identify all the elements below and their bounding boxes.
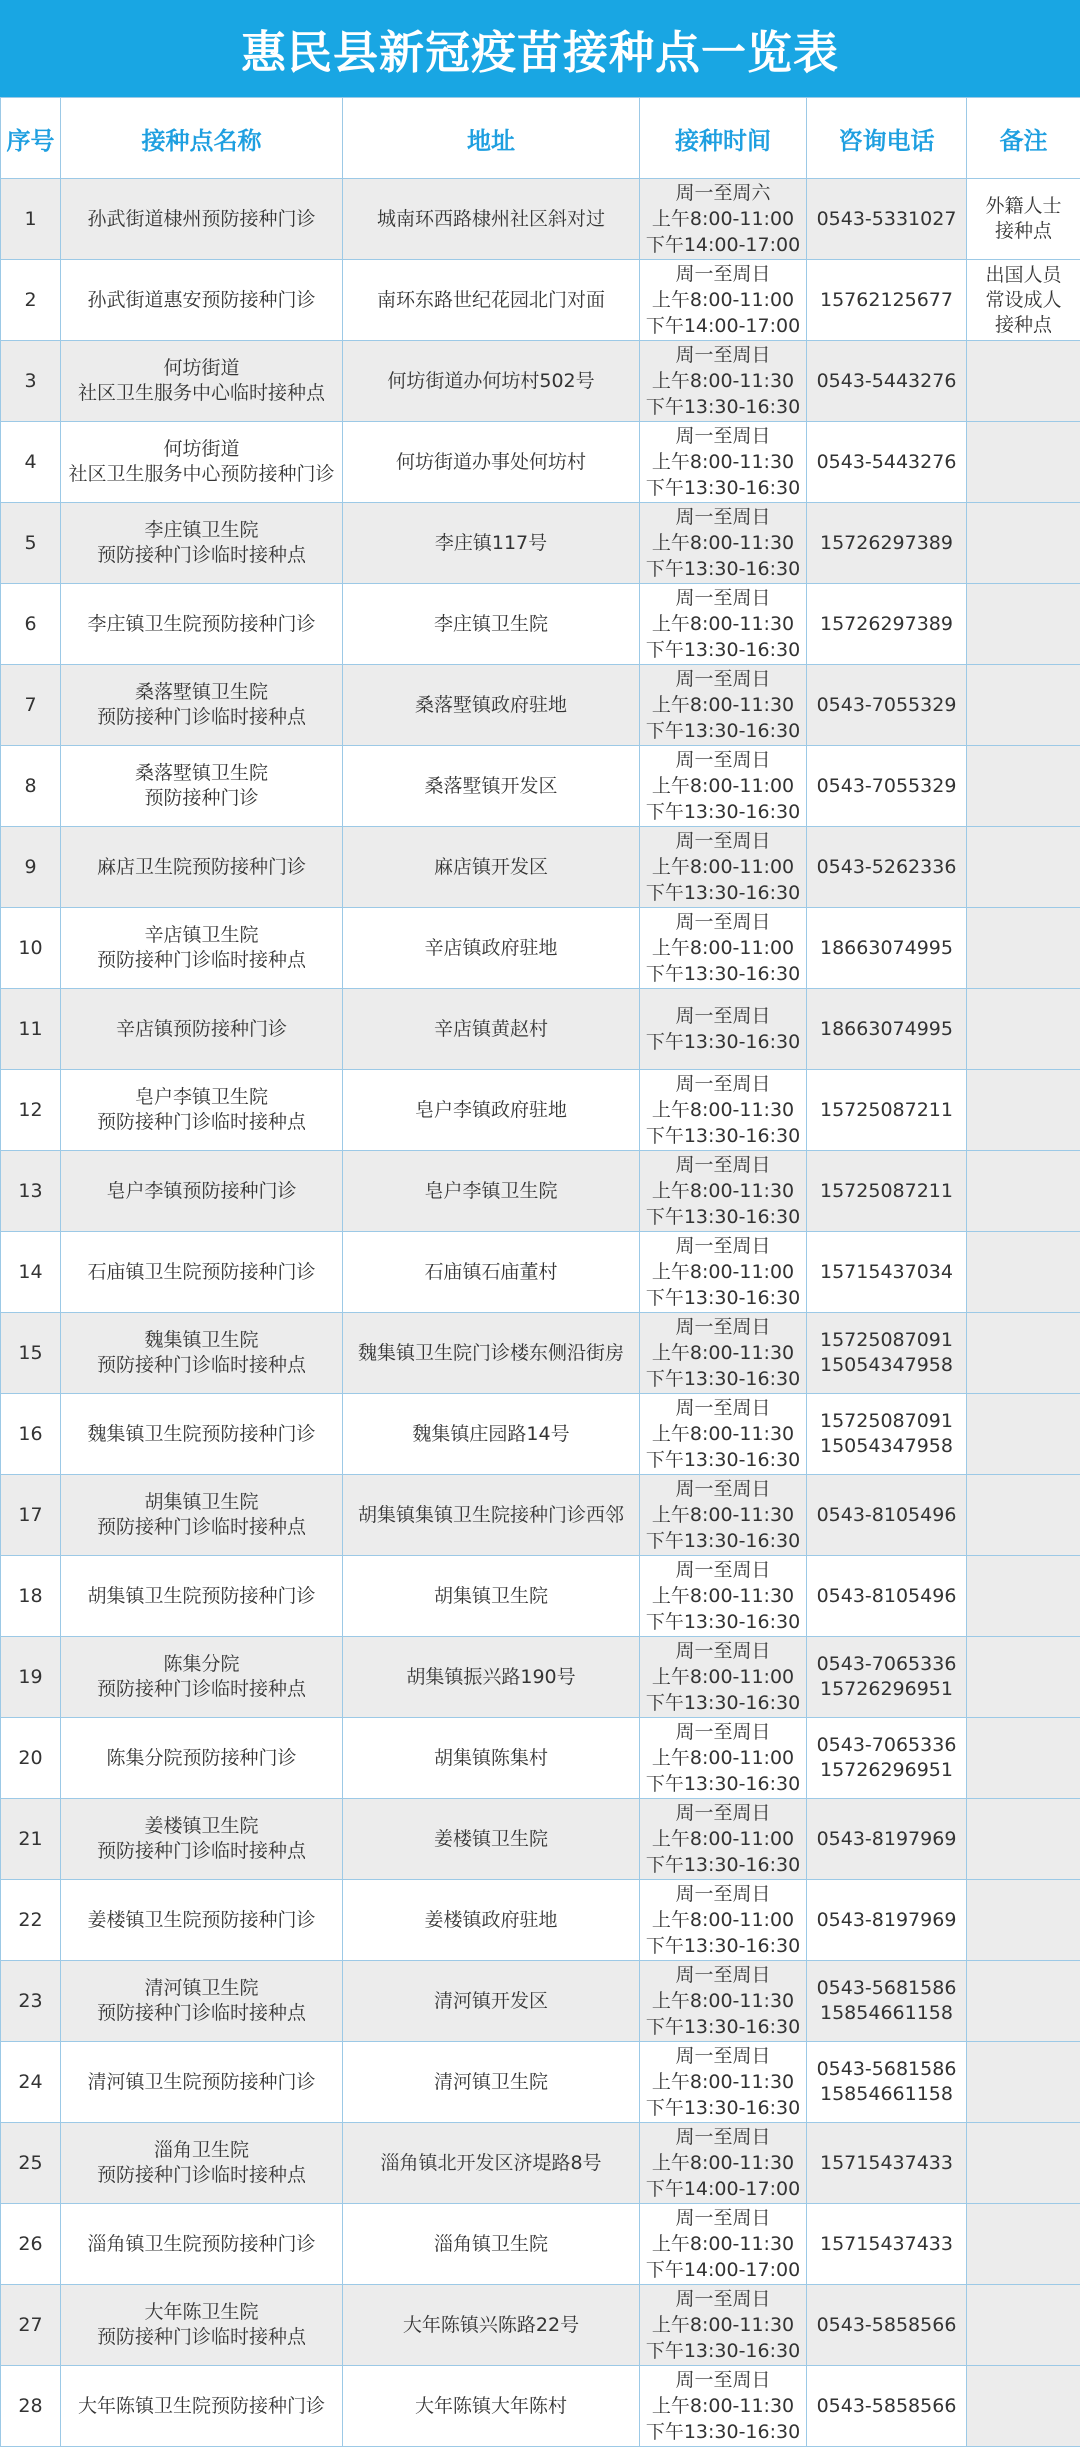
site-name-cell: 石庙镇卫生院预防接种门诊: [61, 1232, 343, 1313]
note-cell: [967, 1556, 1080, 1637]
time-cell: 周一至周日 上午8:00-11:00 下午13:30-16:30: [640, 908, 807, 989]
address-cell: 皂户李镇卫生院: [343, 1151, 640, 1232]
note-cell: [967, 665, 1080, 746]
phone-cell: 0543-7055329: [807, 746, 967, 827]
row-index: 3: [1, 341, 61, 422]
table-row: [1, 989, 1080, 1070]
row-index: 12: [1, 1070, 61, 1151]
time-cell: 周一至周日 上午8:00-11:30 下午13:30-16:30: [640, 584, 807, 665]
time-cell: 周一至周日 上午8:00-11:30 下午13:30-16:30: [640, 1475, 807, 1556]
table-row: [1, 1475, 1080, 1556]
row-index: 27: [1, 2285, 61, 2366]
row-index: 2: [1, 260, 61, 341]
site-name-cell: 大年陈卫生院 预防接种门诊临时接种点: [61, 2285, 343, 2366]
note-cell: [967, 1475, 1080, 1556]
table-row: [1, 746, 1080, 827]
address-cell: 城南环西路棣州社区斜对过: [343, 179, 640, 260]
row-index: 16: [1, 1394, 61, 1475]
time-cell: 周一至周日 上午8:00-11:30 下午13:30-16:30: [640, 503, 807, 584]
header-site-name: 接种点名称: [61, 98, 343, 179]
time-cell: 周一至周日 上午8:00-11:30 下午13:30-16:30: [640, 1070, 807, 1151]
time-cell: 周一至周日 上午8:00-11:30 下午13:30-16:30: [640, 422, 807, 503]
site-name-cell: 陈集分院 预防接种门诊临时接种点: [61, 1637, 343, 1718]
note-cell: 外籍人士 接种点: [967, 179, 1080, 260]
note-cell: [967, 1313, 1080, 1394]
page-title: 惠民县新冠疫苗接种点一览表: [0, 0, 1080, 97]
note-cell: [967, 1961, 1080, 2042]
phone-cell: 0543-5858566: [807, 2366, 967, 2447]
time-cell: 周一至周日 上午8:00-11:00 下午13:30-16:30: [640, 1232, 807, 1313]
table-row: [1, 1394, 1080, 1475]
site-name-cell: 清河镇卫生院 预防接种门诊临时接种点: [61, 1961, 343, 2042]
site-name-cell: 皂户李镇卫生院 预防接种门诊临时接种点: [61, 1070, 343, 1151]
row-index: 10: [1, 908, 61, 989]
note-cell: [967, 1070, 1080, 1151]
address-cell: 胡集镇振兴路190号: [343, 1637, 640, 1718]
time-cell: 周一至周日 上午8:00-11:00 下午13:30-16:30: [640, 746, 807, 827]
address-cell: 辛店镇政府驻地: [343, 908, 640, 989]
table-row: [1, 2042, 1080, 2123]
time-cell: 周一至周日 上午8:00-11:00 下午13:30-16:30: [640, 1880, 807, 1961]
site-name-cell: 姜楼镇卫生院 预防接种门诊临时接种点: [61, 1799, 343, 1880]
site-name-cell: 陈集分院预防接种门诊: [61, 1718, 343, 1799]
note-cell: [967, 1151, 1080, 1232]
address-cell: 大年陈镇大年陈村: [343, 2366, 640, 2447]
site-name-cell: 大年陈镇卫生院预防接种门诊: [61, 2366, 343, 2447]
row-index: 7: [1, 665, 61, 746]
header-phone: 咨询电话: [807, 98, 967, 179]
header-index: 序号: [1, 98, 61, 179]
phone-cell: 0543-8105496: [807, 1556, 967, 1637]
note-cell: [967, 1394, 1080, 1475]
note-cell: [967, 584, 1080, 665]
table-row: [1, 1880, 1080, 1961]
address-cell: 李庄镇卫生院: [343, 584, 640, 665]
time-cell: 周一至周日 上午8:00-11:30 下午13:30-16:30: [640, 2042, 807, 2123]
row-index: 1: [1, 179, 61, 260]
table-row: [1, 827, 1080, 908]
address-cell: 李庄镇117号: [343, 503, 640, 584]
site-name-cell: 孙武街道棣州预防接种门诊: [61, 179, 343, 260]
table-row: [1, 1070, 1080, 1151]
time-cell: 周一至周日 上午8:00-11:30 下午13:30-16:30: [640, 1394, 807, 1475]
phone-cell: 0543-5443276: [807, 422, 967, 503]
address-cell: 清河镇卫生院: [343, 2042, 640, 2123]
table-row: [1, 422, 1080, 503]
phone-cell: 15762125677: [807, 260, 967, 341]
phone-cell: 0543-7055329: [807, 665, 967, 746]
note-cell: [967, 2123, 1080, 2204]
time-cell: 周一至周日 上午8:00-11:30 下午13:30-16:30: [640, 665, 807, 746]
row-index: 24: [1, 2042, 61, 2123]
note-cell: [967, 827, 1080, 908]
site-name-cell: 魏集镇卫生院 预防接种门诊临时接种点: [61, 1313, 343, 1394]
table-row: [1, 260, 1080, 341]
table-row: [1, 2285, 1080, 2366]
table-header-row: [1, 98, 1080, 179]
note-cell: [967, 1637, 1080, 1718]
site-name-cell: 清河镇卫生院预防接种门诊: [61, 2042, 343, 2123]
address-cell: 姜楼镇政府驻地: [343, 1880, 640, 1961]
table-row: [1, 1637, 1080, 1718]
phone-cell: 18663074995: [807, 989, 967, 1070]
time-cell: 周一至周日 上午8:00-11:30 下午13:30-16:30: [640, 1151, 807, 1232]
address-cell: 胡集镇卫生院: [343, 1556, 640, 1637]
vaccination-sites-table: [0, 97, 1080, 2447]
note-cell: [967, 1880, 1080, 1961]
table-body: [1, 179, 1080, 2447]
row-index: 9: [1, 827, 61, 908]
phone-cell: 15715437433: [807, 2123, 967, 2204]
site-name-cell: 淄角卫生院 预防接种门诊临时接种点: [61, 2123, 343, 2204]
site-name-cell: 姜楼镇卫生院预防接种门诊: [61, 1880, 343, 1961]
time-cell: 周一至周日 上午8:00-11:30 下午13:30-16:30: [640, 1556, 807, 1637]
table-row: [1, 1151, 1080, 1232]
phone-cell: 15715437034: [807, 1232, 967, 1313]
site-name-cell: 桑落墅镇卫生院 预防接种门诊: [61, 746, 343, 827]
table-row: [1, 2204, 1080, 2285]
time-cell: 周一至周日 上午8:00-11:30 下午13:30-16:30: [640, 2366, 807, 2447]
address-cell: 南环东路世纪花园北门对面: [343, 260, 640, 341]
row-index: 22: [1, 1880, 61, 1961]
table-row: [1, 2366, 1080, 2447]
row-index: 19: [1, 1637, 61, 1718]
table-row: [1, 665, 1080, 746]
time-cell: 周一至周日 上午8:00-11:00 下午13:30-16:30: [640, 1799, 807, 1880]
phone-cell: 15725087211: [807, 1151, 967, 1232]
note-cell: [967, 1799, 1080, 1880]
address-cell: 胡集镇集镇卫生院接种门诊西邻: [343, 1475, 640, 1556]
row-index: 5: [1, 503, 61, 584]
row-index: 11: [1, 989, 61, 1070]
site-name-cell: 淄角镇卫生院预防接种门诊: [61, 2204, 343, 2285]
phone-cell: 15726297389: [807, 584, 967, 665]
table-row: [1, 584, 1080, 665]
row-index: 8: [1, 746, 61, 827]
row-index: 4: [1, 422, 61, 503]
row-index: 28: [1, 2366, 61, 2447]
address-cell: 胡集镇陈集村: [343, 1718, 640, 1799]
site-name-cell: 辛店镇卫生院 预防接种门诊临时接种点: [61, 908, 343, 989]
row-index: 6: [1, 584, 61, 665]
address-cell: 魏集镇卫生院门诊楼东侧沿街房: [343, 1313, 640, 1394]
phone-cell: 0543-5858566: [807, 2285, 967, 2366]
site-name-cell: 胡集镇卫生院预防接种门诊: [61, 1556, 343, 1637]
table-row: [1, 1232, 1080, 1313]
time-cell: 周一至周六 上午8:00-11:00 下午14:00-17:00: [640, 179, 807, 260]
address-cell: 何坊街道办事处何坊村: [343, 422, 640, 503]
site-name-cell: 孙武街道惠安预防接种门诊: [61, 260, 343, 341]
site-name-cell: 何坊街道 社区卫生服务中心临时接种点: [61, 341, 343, 422]
phone-cell: 0543-5681586 15854661158: [807, 2042, 967, 2123]
note-cell: [967, 2042, 1080, 2123]
table-row: [1, 908, 1080, 989]
site-name-cell: 李庄镇卫生院预防接种门诊: [61, 584, 343, 665]
address-cell: 姜楼镇卫生院: [343, 1799, 640, 1880]
phone-cell: 0543-8197969: [807, 1880, 967, 1961]
table-row: [1, 1313, 1080, 1394]
time-cell: 周一至周日 上午8:00-11:00 下午13:30-16:30: [640, 1718, 807, 1799]
time-cell: 周一至周日 下午13:30-16:30: [640, 989, 807, 1070]
site-name-cell: 胡集镇卫生院 预防接种门诊临时接种点: [61, 1475, 343, 1556]
table-row: [1, 1556, 1080, 1637]
phone-cell: 15715437433: [807, 2204, 967, 2285]
phone-cell: 0543-5262336: [807, 827, 967, 908]
table-row: [1, 2123, 1080, 2204]
address-cell: 辛店镇黄赵村: [343, 989, 640, 1070]
row-index: 20: [1, 1718, 61, 1799]
address-cell: 大年陈镇兴陈路22号: [343, 2285, 640, 2366]
row-index: 21: [1, 1799, 61, 1880]
phone-cell: 0543-7065336 15726296951: [807, 1637, 967, 1718]
table-row: [1, 1799, 1080, 1880]
address-cell: 皂户李镇政府驻地: [343, 1070, 640, 1151]
address-cell: 淄角镇北开发区济堤路8号: [343, 2123, 640, 2204]
header-time: 接种时间: [640, 98, 807, 179]
note-cell: [967, 2285, 1080, 2366]
site-name-cell: 辛店镇预防接种门诊: [61, 989, 343, 1070]
address-cell: 魏集镇庄园路14号: [343, 1394, 640, 1475]
phone-cell: 15725087211: [807, 1070, 967, 1151]
site-name-cell: 何坊街道 社区卫生服务中心预防接种门诊: [61, 422, 343, 503]
note-cell: [967, 2204, 1080, 2285]
header-note: 备注: [967, 98, 1080, 179]
time-cell: 周一至周日 上午8:00-11:30 下午13:30-16:30: [640, 2285, 807, 2366]
address-cell: 桑落墅镇政府驻地: [343, 665, 640, 746]
note-cell: [967, 2366, 1080, 2447]
site-name-cell: 魏集镇卫生院预防接种门诊: [61, 1394, 343, 1475]
note-cell: [967, 503, 1080, 584]
note-cell: 出国人员 常设成人 接种点: [967, 260, 1080, 341]
time-cell: 周一至周日 上午8:00-11:00 下午14:00-17:00: [640, 260, 807, 341]
phone-cell: 0543-8105496: [807, 1475, 967, 1556]
table-row: [1, 1718, 1080, 1799]
time-cell: 周一至周日 上午8:00-11:30 下午13:30-16:30: [640, 1961, 807, 2042]
note-cell: [967, 1718, 1080, 1799]
time-cell: 周一至周日 上午8:00-11:30 下午14:00-17:00: [640, 2123, 807, 2204]
note-cell: [967, 341, 1080, 422]
site-name-cell: 皂户李镇预防接种门诊: [61, 1151, 343, 1232]
note-cell: [967, 1232, 1080, 1313]
row-index: 17: [1, 1475, 61, 1556]
phone-cell: 0543-5331027: [807, 179, 967, 260]
phone-cell: 18663074995: [807, 908, 967, 989]
header-address: 地址: [343, 98, 640, 179]
phone-cell: 0543-7065336 15726296951: [807, 1718, 967, 1799]
row-index: 23: [1, 1961, 61, 2042]
time-cell: 周一至周日 上午8:00-11:00 下午13:30-16:30: [640, 827, 807, 908]
note-cell: [967, 908, 1080, 989]
row-index: 25: [1, 2123, 61, 2204]
note-cell: [967, 746, 1080, 827]
row-index: 26: [1, 2204, 61, 2285]
address-cell: 石庙镇石庙董村: [343, 1232, 640, 1313]
row-index: 15: [1, 1313, 61, 1394]
table-row: [1, 179, 1080, 260]
phone-cell: 0543-5443276: [807, 341, 967, 422]
phone-cell: 15725087091 15054347958: [807, 1313, 967, 1394]
site-name-cell: 桑落墅镇卫生院 预防接种门诊临时接种点: [61, 665, 343, 746]
phone-cell: 0543-8197969: [807, 1799, 967, 1880]
note-cell: [967, 422, 1080, 503]
table-row: [1, 503, 1080, 584]
time-cell: 周一至周日 上午8:00-11:30 下午14:00-17:00: [640, 2204, 807, 2285]
row-index: 13: [1, 1151, 61, 1232]
phone-cell: 15726297389: [807, 503, 967, 584]
note-cell: [967, 989, 1080, 1070]
address-cell: 淄角镇卫生院: [343, 2204, 640, 2285]
phone-cell: 0543-5681586 15854661158: [807, 1961, 967, 2042]
table-row: [1, 341, 1080, 422]
address-cell: 桑落墅镇开发区: [343, 746, 640, 827]
address-cell: 麻店镇开发区: [343, 827, 640, 908]
site-name-cell: 李庄镇卫生院 预防接种门诊临时接种点: [61, 503, 343, 584]
table-row: [1, 1961, 1080, 2042]
time-cell: 周一至周日 上午8:00-11:30 下午13:30-16:30: [640, 341, 807, 422]
row-index: 18: [1, 1556, 61, 1637]
phone-cell: 15725087091 15054347958: [807, 1394, 967, 1475]
time-cell: 周一至周日 上午8:00-11:30 下午13:30-16:30: [640, 1313, 807, 1394]
time-cell: 周一至周日 上午8:00-11:00 下午13:30-16:30: [640, 1637, 807, 1718]
row-index: 14: [1, 1232, 61, 1313]
address-cell: 清河镇开发区: [343, 1961, 640, 2042]
address-cell: 何坊街道办何坊村502号: [343, 341, 640, 422]
site-name-cell: 麻店卫生院预防接种门诊: [61, 827, 343, 908]
